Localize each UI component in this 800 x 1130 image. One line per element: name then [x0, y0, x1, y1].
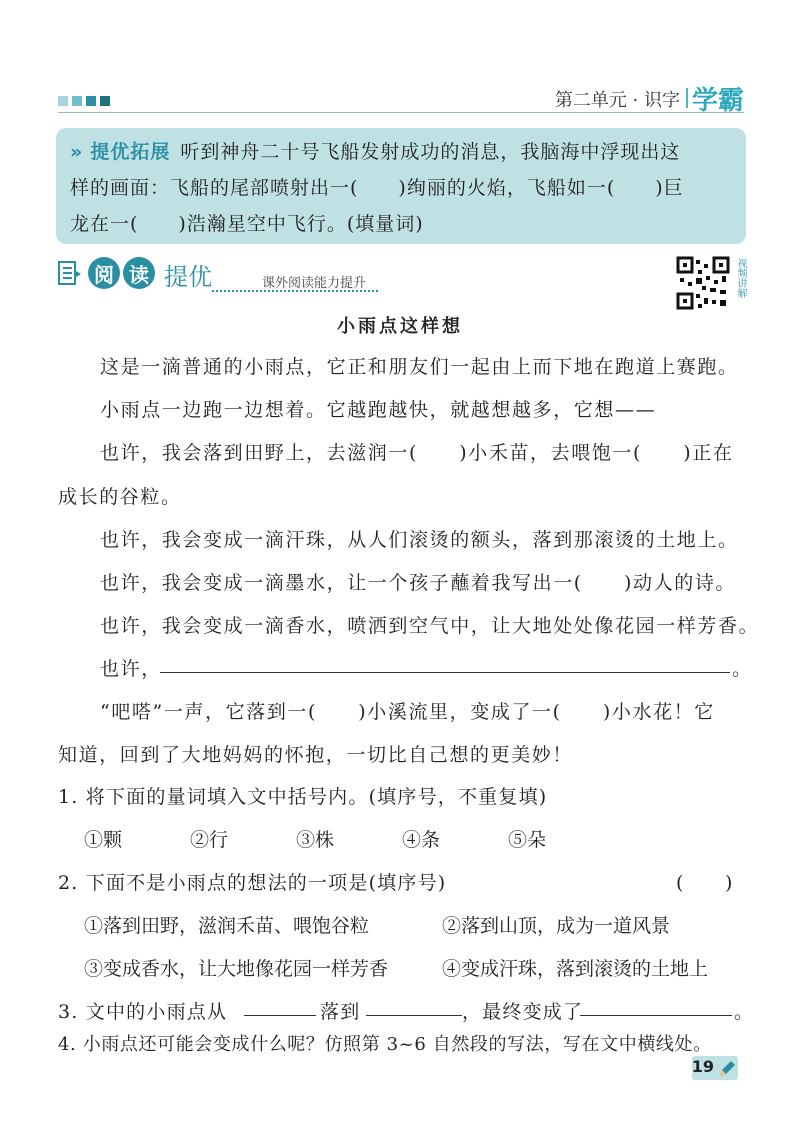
header-square: [86, 96, 96, 106]
question-1: 1. 将下面的量词填入文中括号内。(填序号，不重复填): [58, 786, 548, 808]
story-paragraph: 这是一滴普通的小雨点，它正和朋友们一起由上而下地在跑道上赛跑。: [100, 356, 739, 378]
list-icon: [58, 261, 82, 287]
option: ①落到田野，滋润禾苗、喂饱谷粒: [84, 915, 370, 937]
story-paragraph: 也许，我会变成一滴香水，喷洒到空气中，让大地处处像花园一样芳香。: [100, 615, 760, 637]
extension-line-2: 样的画面：飞船的尾部喷射出一( )绚丽的火焰，飞船如一( )巨: [70, 177, 684, 199]
double-chevron-icon: »: [70, 141, 84, 163]
story-paragraph: 也许，我会变成一滴汗珠，从人们滚烫的额头，落到那滚烫的土地上。: [100, 529, 739, 551]
option: ③变成香水，让大地像花园一样芳香: [84, 958, 389, 980]
qr-label: 视频讲解: [735, 258, 746, 298]
story-paragraph: 小雨点一边跑一边想着。它越跑越快，就越想越多，它想——: [100, 399, 657, 421]
header-decoration: [58, 96, 110, 106]
unit-title: 第二单元 · 识字: [554, 90, 680, 111]
page-number: 19: [691, 1057, 714, 1076]
extension-title: 提优拓展: [90, 141, 171, 163]
reading-badges: [88, 257, 155, 289]
qr-code-icon[interactable]: [676, 256, 730, 310]
brand-logo: 学霸: [691, 86, 744, 116]
option: ⑤朵: [508, 829, 547, 851]
question-3-part: 落到: [320, 1001, 361, 1023]
option: ②行: [190, 829, 229, 851]
question-3-part: ，最终变成了: [462, 1001, 584, 1023]
story-title: 小雨点这样想: [337, 316, 463, 337]
header-square: [72, 96, 82, 106]
header-square: [58, 96, 68, 106]
answer-blank-line[interactable]: [244, 1015, 316, 1016]
question-3-part: 3. 文中的小雨点从: [58, 1001, 228, 1023]
header-rule: [58, 112, 744, 113]
story-paragraph: 知道，回到了大地妈妈的怀抱，一切比自己想的更美妙！: [58, 744, 574, 766]
story-paragraph: 成长的谷粒。: [58, 486, 182, 508]
header-separator: [686, 88, 688, 108]
reading-badge: 阅: [88, 257, 120, 289]
option: ④变成汗珠，落到滚烫的土地上: [442, 958, 709, 980]
question-2: 2. 下面不是小雨点的想法的一项是(填序号): [58, 872, 447, 894]
reading-up-label: 提优: [164, 263, 212, 291]
question-3-part: 。: [734, 1001, 755, 1023]
answer-parentheses[interactable]: ( ): [676, 872, 734, 894]
reading-subtitle: 课外阅读能力提升: [262, 276, 367, 291]
extension-line-1: [70, 134, 740, 170]
answer-blank-line[interactable]: [160, 672, 730, 673]
answer-blank-line[interactable]: [580, 1015, 732, 1016]
answer-blank-line[interactable]: [366, 1015, 462, 1016]
option: ①颗: [84, 829, 123, 851]
sentence-end: 。: [732, 658, 753, 680]
extension-line-text: 听到神舟二十号飞船发射成功的消息，我脑海中浮现出这: [180, 141, 681, 163]
reading-badge: 读: [123, 257, 155, 289]
pencil-icon: [716, 1058, 738, 1080]
option: ②落到山顶，成为一道风景: [442, 915, 671, 937]
extension-text: [70, 134, 740, 242]
question-4: 4. 小雨点还可能会变成什么呢？仿照第 3~6 自然段的写法，写在文中横线处。: [58, 1034, 712, 1055]
story-paragraph: 也许，: [100, 658, 162, 680]
story-paragraph: 也许，我会落到田野上，去滋润一( )小禾苗，去喂饱一( )正在: [100, 442, 734, 464]
option: ④条: [402, 829, 441, 851]
option: ③株: [296, 829, 335, 851]
header-square: [100, 96, 110, 106]
story-paragraph: “吧嗒”一声，它落到一( )小溪流里，变成了一( )小水花！它: [100, 701, 715, 723]
extension-line-3: 龙在一( )浩瀚星空中飞行。(填量词): [70, 213, 424, 235]
dotted-divider: [212, 290, 378, 292]
story-paragraph: 也许，我会变成一滴墨水，让一个孩子蘸着我写出一( )动人的诗。: [100, 572, 737, 594]
